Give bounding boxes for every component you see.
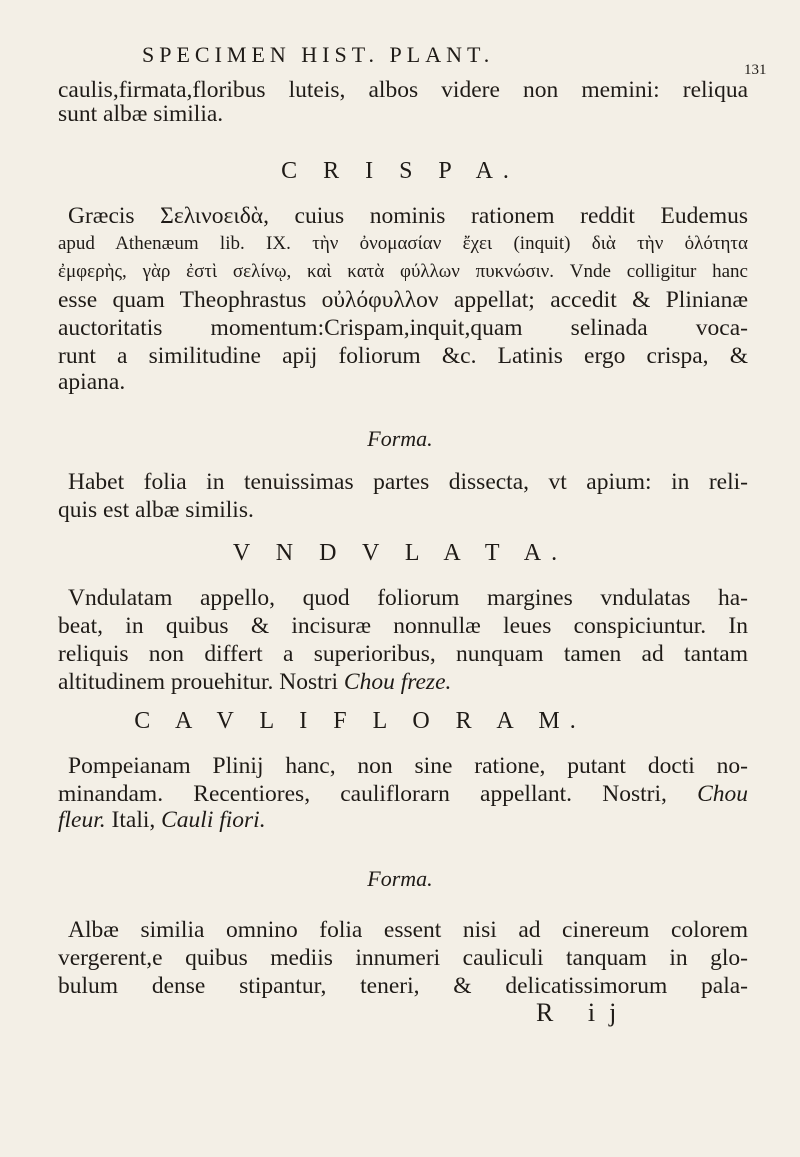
text-line: auctoritatis momentum:Crispam,inquit,quam selinada voca- xyxy=(58,315,748,341)
running-head: SPECIMEN HIST. PLANT. xyxy=(142,42,495,67)
text-line: caulis,firmata,floribus luteis, albos videre non memini: reliqua xyxy=(58,77,748,103)
text-line: reliquis non differt a superioribus, nunquam tamen ad tantam xyxy=(58,641,748,667)
text-line: sunt albæ similia. xyxy=(58,101,224,127)
text-line: apud Athenæum lib. IX. τὴν ὀνομασίαν ἔχει (inquit) διὰ τὴν ὁλότητα xyxy=(58,233,748,254)
section-heading-cavliflora: C A V L I F L O R A M. xyxy=(134,708,586,734)
text-span: altitudinem prouehitur. Nostri xyxy=(58,669,344,695)
text-line: Græcis Σελινοειδὰ, cuius nominis rationem reddit Eudemus xyxy=(68,203,748,229)
text-line xyxy=(58,780,748,808)
text-line: esse quam Theophrastus οὐλόφυλλον appellat; accedit & Plinianæ xyxy=(58,287,748,313)
french-name: fleur. xyxy=(58,807,106,833)
text-line: quis est albæ similis. xyxy=(58,497,254,523)
french-name: Chou freze. xyxy=(343,669,452,695)
section-heading-vndvlata: V N D V L A T A. xyxy=(232,540,568,566)
text-line xyxy=(58,668,748,696)
text-line: Albæ similia omnino folia essent nisi ad cinereum colorem xyxy=(68,917,748,943)
text-line: vergerent,e quibus mediis innumeri cauliculi tanquam in glo- xyxy=(58,945,748,971)
text-line: Pompeianam Plinij hanc, non sine ratione, putant docti no- xyxy=(68,753,748,779)
text-line: Vndulatam appello, quod foliorum margines vndulatas ha- xyxy=(68,585,748,611)
text-span: minandam. Recentiores, cauliflorarn appellant. Nostri, xyxy=(58,781,698,807)
text-line: Habet folia in tenuissimas partes dissecta, vt apium: in reli- xyxy=(68,469,748,495)
text-span: Itali, xyxy=(105,807,162,833)
text-line: bulum dense stipantur, teneri, & delicatissimorum pala- xyxy=(58,973,748,999)
french-name: Chou xyxy=(697,781,748,807)
text-line: runt a similitudine apij foliorum &c. Latinis ergo crispa, & xyxy=(58,343,748,369)
forma-subheading: Forma. xyxy=(367,866,433,891)
italian-name: Cauli fiori. xyxy=(161,807,266,833)
text-line xyxy=(58,806,748,834)
forma-subheading: Forma. xyxy=(367,426,433,451)
signature-mark: R ij xyxy=(536,998,631,1027)
text-line: beat, in quibus & incisuræ nonnullæ leues conspiciuntur. In xyxy=(58,613,748,639)
text-line: apiana. xyxy=(58,369,126,395)
text-line: ἐμφερὴς, γὰρ ἐστὶ σελίνῳ, καὶ κατὰ φύλλων πυκνώσιν. Vnde colligitur hanc xyxy=(58,261,748,282)
page-number: 131 xyxy=(744,62,767,78)
section-heading-crispa: C R I S P A. xyxy=(281,158,519,184)
